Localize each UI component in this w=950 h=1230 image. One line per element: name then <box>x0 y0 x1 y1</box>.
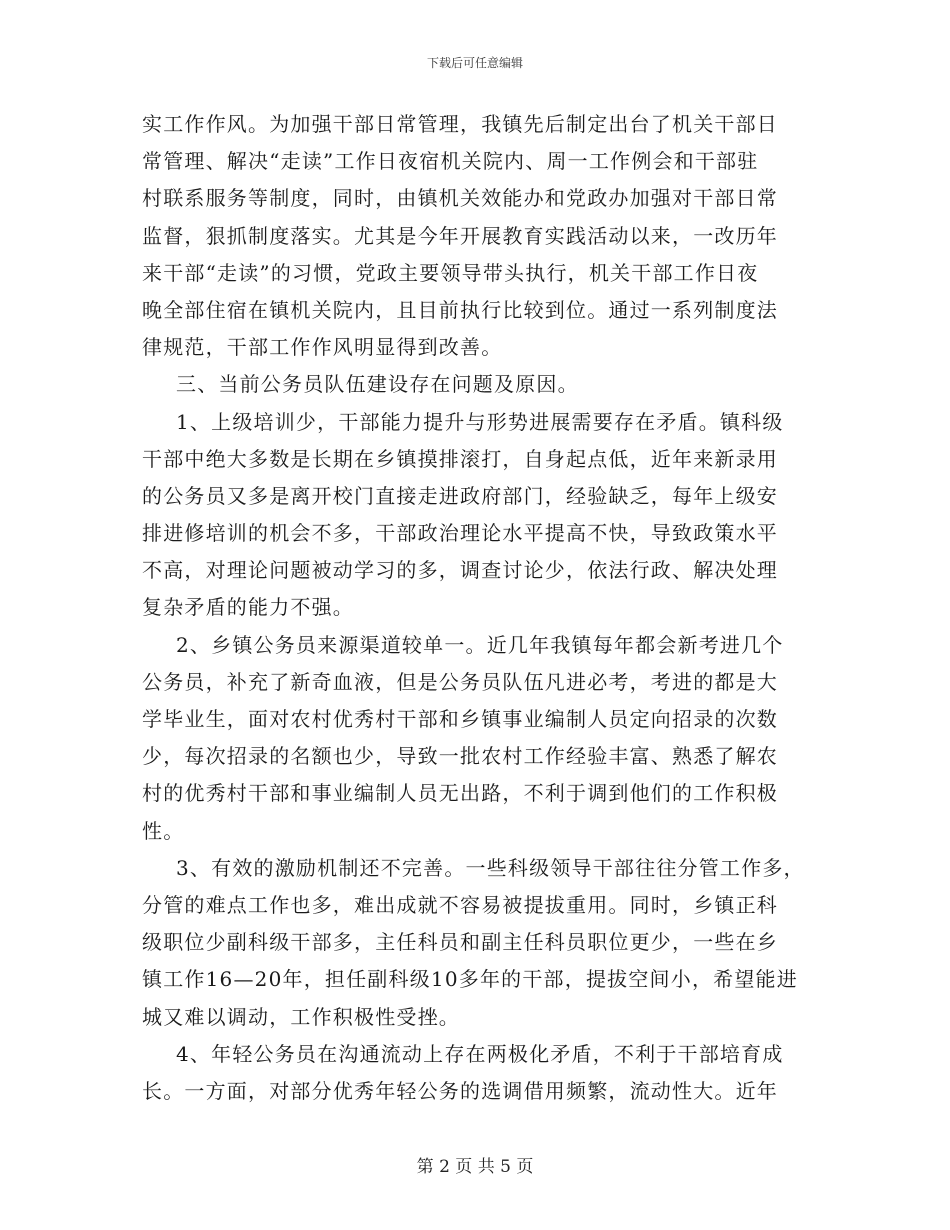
body-line: 镇工作16—20年，担任副科级10多年的干部，提拔空间小，希望能进 <box>142 967 798 992</box>
body-line: 村的优秀村干部和事业编制人员无出路，不利于调到他们的工作积极 <box>142 781 778 806</box>
body-line: 干部中绝大多数是长期在乡镇摸排滚打，自身起点低，近年来新录用 <box>142 446 778 471</box>
body-line: 复杂矛盾的能力不强。 <box>142 595 354 620</box>
body-line: 少，每次招录的名额也少，导致一批农村工作经验丰富、熟悉了解农 <box>142 744 778 769</box>
body-line: 3、有效的激励机制还不完善。一些科级领导干部往往分管工作多， <box>176 855 805 880</box>
body-line: 律规范，干部工作作风明显得到改善。 <box>142 335 503 360</box>
document-body <box>142 106 822 1110</box>
body-line: 城又难以调动，工作积极性受挫。 <box>142 1004 460 1029</box>
body-line: 村联系服务等制度，同时，由镇机关效能办和党政办加强对干部日常 <box>142 186 778 211</box>
body-line: 2、乡镇公务员来源渠道较单一。近几年我镇每年都会新考进几个 <box>176 632 784 657</box>
body-line: 晚全部住宿在镇机关院内，且目前执行比较到位。通过一系列制度法 <box>142 297 778 322</box>
body-line: 不高，对理论问题被动学习的多，调查讨论少，依法行政、解决处理 <box>142 558 778 583</box>
body-line: 长。一方面，对部分优秀年轻公务的选调借用频繁，流动性大。近年 <box>142 1078 778 1103</box>
section-heading: 三、当前公务员队伍建设存在问题及原因。 <box>176 372 579 397</box>
body-line: 公务员，补充了新奇血液，但是公务员队伍凡进必考，考进的都是大 <box>142 669 778 694</box>
body-line: 性。 <box>142 818 185 843</box>
body-line: 的公务员又多是离开校门直接走进政府部门，经验缺乏，每年上级安 <box>142 483 778 508</box>
body-line: 常管理、解决“走读”工作日夜宿机关院内、周一工作例会和干部驻 <box>142 149 759 174</box>
body-line: 4、年轻公务员在沟通流动上存在两极化矛盾，不利于干部培育成 <box>176 1041 784 1066</box>
body-line: 学毕业生，面对农村优秀村干部和乡镇事业编制人员定向招录的次数 <box>142 707 778 731</box>
body-line: 来干部“走读”的习惯，党政主要领导带头执行，机关干部工作日夜 <box>142 260 759 285</box>
body-line: 监督，狠抓制度落实。尤其是今年开展教育实践活动以来，一改历年 <box>142 223 778 248</box>
body-line: 级职位少副科级干部多，主任科员和副主任科员职位更少，一些在乡 <box>142 930 778 955</box>
body-line: 1、上级培训少，干部能力提升与形势进展需要存在矛盾。镇科级 <box>176 409 784 434</box>
page-footer: 第 2 页 共 5 页 <box>416 1157 534 1177</box>
body-line: 实工作作风。为加强干部日常管理，我镇先后制定出台了机关干部日 <box>142 112 778 136</box>
body-line: 分管的难点工作也多，难出成就不容易被提拔重用。同时，乡镇正科 <box>142 892 778 917</box>
body-line: 排进修培训的机会不多，干部政治理论水平提高不快，导致政策水平 <box>142 521 778 546</box>
page-header: 下载后可任意编辑 <box>426 56 523 70</box>
